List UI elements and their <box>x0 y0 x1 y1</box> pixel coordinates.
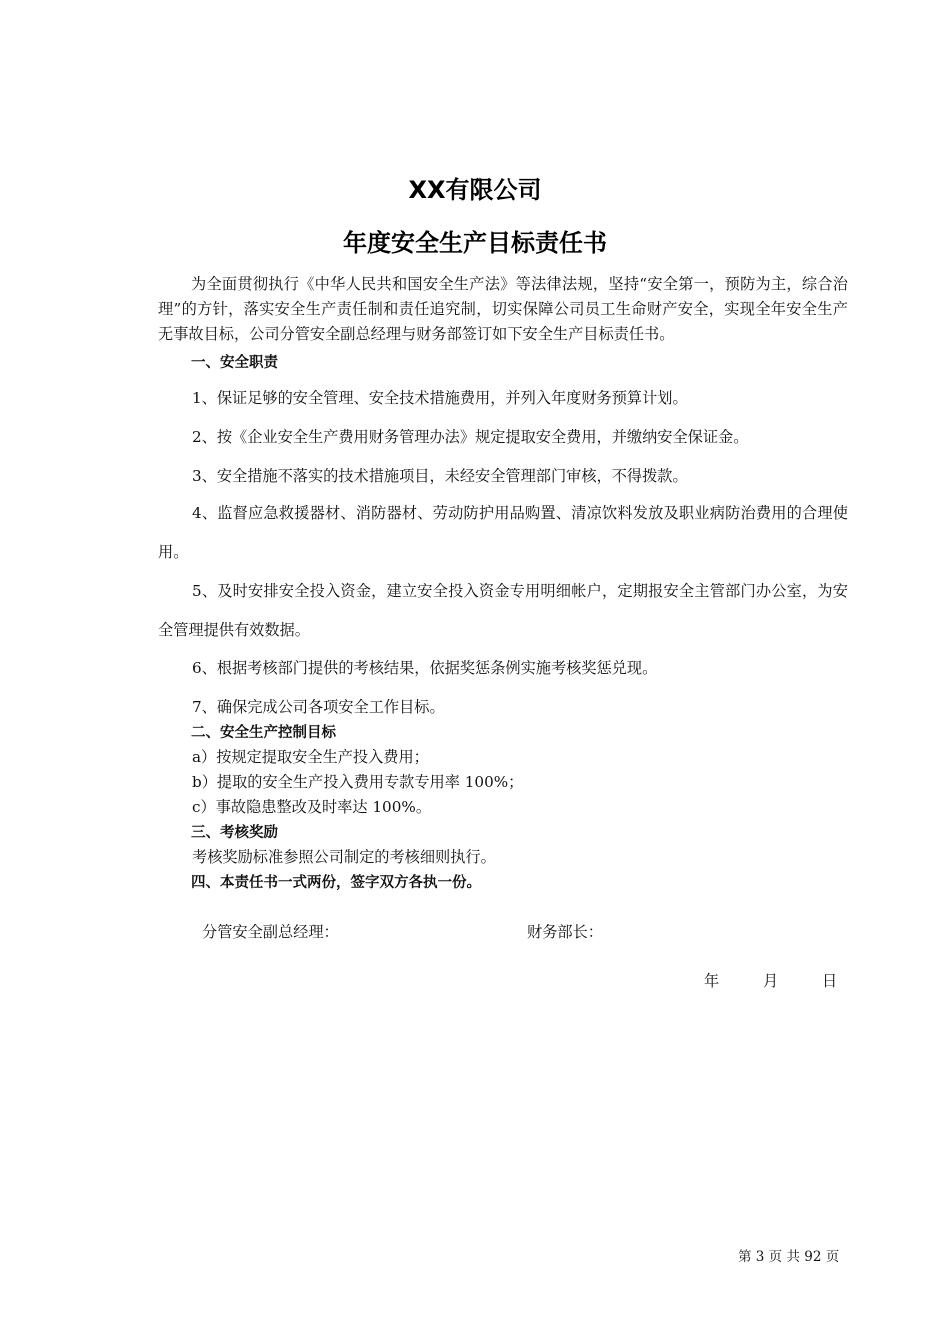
section2-heading: 二、安全生产控制目标 <box>191 725 336 741</box>
date-year: 年 <box>704 972 720 990</box>
company-title: XX有限公司 <box>408 176 542 204</box>
intro-paragraph: 为全面贯彻执行《中华人民共和国安全生产法》等法律法规，坚持“安全第一，预防为主，综合治理”的方针，落实安全生产责任制和责任追究制，切实保障公司员工生命财产安全，实现全年安全生产无事故目标，公司分管安全副总经理与财务部签订如下安全生产目标责任书。 <box>158 275 848 343</box>
section1-item-2: 2、按《企业安全生产费用财务管理办法》规定提取安全费用，并缴纳安全保证金。 <box>192 428 749 446</box>
section1-item-6: 6、根据考核部门提供的考核结果，依据奖惩条例实施考核奖惩兑现。 <box>192 659 658 677</box>
date-day: 日 <box>822 972 838 990</box>
section3-text: 考核奖励标准参照公司制定的考核细则执行。 <box>192 848 496 866</box>
signature-right: 财务部长： <box>527 923 603 941</box>
section2-item-b: b）提取的安全生产投入费用专款专用率 100%； <box>192 773 524 791</box>
section2-item-c: c）事故隐患整改及时率达 100%。 <box>192 798 432 816</box>
section2-item-a: a）按规定提取安全生产投入费用； <box>192 748 429 766</box>
signature-left: 分管安全副总经理： <box>202 923 339 941</box>
section1-heading: 一、安全职责 <box>191 355 278 371</box>
section1-item-7: 7、确保完成公司各项安全工作目标。 <box>192 698 445 716</box>
section1-item-1: 1、保证足够的安全管理、安全技术措施费用，并列入年度财务预算计划。 <box>192 389 688 407</box>
page-number-footer: 第 3 页 共 92 页 <box>738 1249 840 1265</box>
date-month: 月 <box>763 972 779 990</box>
document-title: 年度安全生产目标责任书 <box>343 229 607 257</box>
section3-heading: 三、考核奖励 <box>191 825 278 841</box>
section1-item-3: 3、安全措施不落实的技术措施项目，未经安全管理部门审核，不得拨款。 <box>192 467 688 485</box>
section4-heading: 四、本责任书一式两份，签字双方各执一份。 <box>191 875 481 891</box>
section1-item-4: 4、监督应急救援器材、消防器材、劳动防护用品购置、清凉饮料发放及职业病防治费用的合理使用。 <box>158 504 848 561</box>
section1-item-5: 5、及时安排安全投入资金，建立安全投入资金专用明细帐户，定期报安全主管部门办公室，为安全管理提供有效数据。 <box>158 582 848 639</box>
